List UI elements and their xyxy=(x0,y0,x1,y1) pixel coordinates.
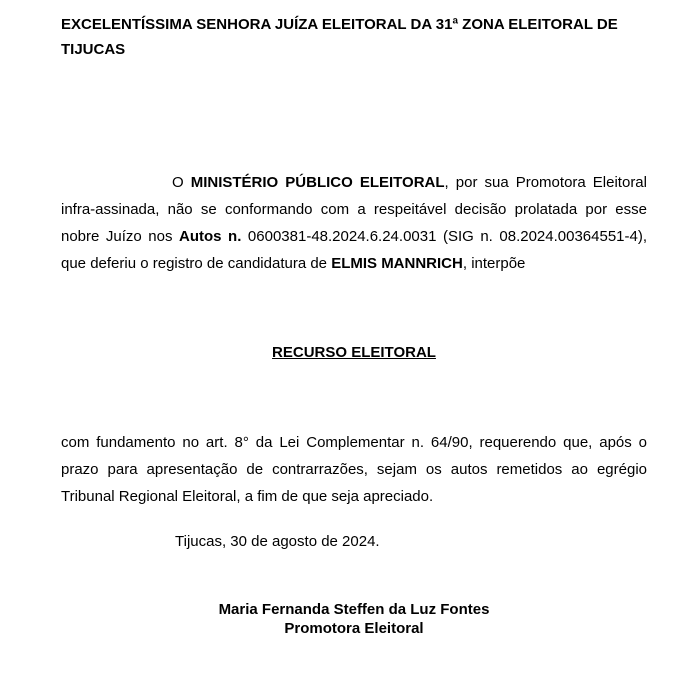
signatory-role: Promotora Eleitoral xyxy=(284,620,424,637)
intro-text-3: 0600381-48.2024.6.24.0031 (SIG n. 08.2024.00364551-4), que deferiu o registro de candidatura de xyxy=(61,228,648,272)
intro-text-4: , interpõe xyxy=(462,255,526,272)
intro-text-1: O xyxy=(172,174,191,191)
signatory-name: Maria Fernanda Steffen da Luz Fontes xyxy=(218,601,490,618)
addressee-heading: EXCELENTÍSSIMA SENHORA JUÍZA ELEITORAL DA 31ª ZONA ELEITORAL DE TIJUCAS xyxy=(61,16,618,58)
intro-paragraph xyxy=(61,169,647,277)
candidate-name: ELMIS MANNRICH xyxy=(331,255,463,272)
signature-block xyxy=(0,600,675,638)
intro-text-2: , por sua Promotora Eleitoral infra-assinada, não se conformando com a respeitável decisão prolatada por esse nobre Juízo nos xyxy=(61,174,647,245)
place-date: Tijucas, 30 de agosto de 2024. xyxy=(175,533,380,550)
document-title: RECURSO ELEITORAL xyxy=(272,344,436,361)
autos-label: Autos n. xyxy=(179,228,242,245)
body-paragraph: com fundamento no art. 8° da Lei Complementar n. 64/90, requerendo que, após o prazo para apresentação de contrarrazões, sejam os autos remetidos ao egrégio Tribunal Regional Eleitoral, a fim de que seja apreciado. xyxy=(61,434,647,505)
party-name: MINISTÉRIO PÚBLICO ELEITORAL xyxy=(190,174,445,191)
